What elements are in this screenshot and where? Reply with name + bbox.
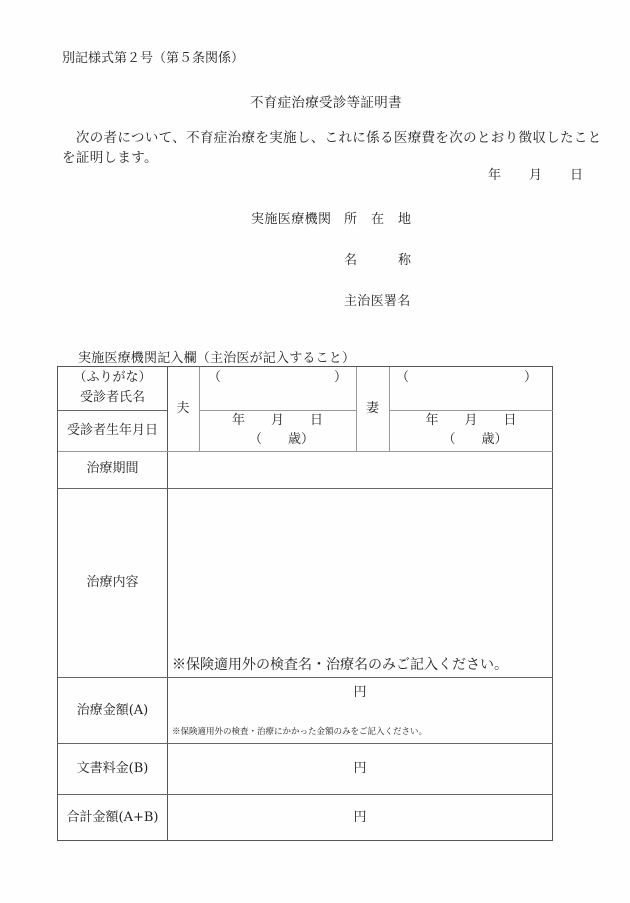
document-fee-label: 文書料金(B) [76, 761, 149, 776]
wife-age-field[interactable]: （ 歳） [442, 432, 508, 447]
document-fee-yen: 円 [353, 761, 367, 776]
divider [58, 451, 553, 452]
wife-name-paren-open: （ [396, 370, 410, 385]
form-id: 別記様式第２号（第５条関係） [62, 51, 245, 66]
divider [58, 488, 553, 489]
date-month: 月 [529, 168, 543, 183]
furigana-label: （ふりがな） [73, 370, 152, 385]
husband-birthdate-field[interactable]: 年 月 日 [231, 413, 323, 428]
address-label-3: 地 [398, 212, 412, 227]
intro-text-line2: を証明します。 [62, 150, 158, 166]
divider [58, 677, 553, 678]
total-amount-label: 合計金額(A+B) [66, 810, 159, 825]
date-year: 年 [488, 168, 502, 183]
husband-age-field[interactable]: （ 歳） [248, 432, 314, 447]
institution-label: 実施医療機関 [251, 212, 332, 227]
intro-text-line1: 次の者について、不育症治療を実施し、これに係る医療費を次のとおり徴収したこと [62, 130, 602, 146]
treatment-amount-note: ※保険適用外の検査・治療にかかった金額のみをご記入ください。 [172, 727, 428, 737]
husband-name-paren-close: ） [334, 370, 348, 385]
address-label-2: 在 [371, 212, 385, 227]
divider [58, 794, 553, 795]
treatment-period-label: 治療期間 [86, 461, 139, 476]
wife-label: 妻 [365, 401, 379, 416]
husband-name-paren-open: （ [208, 370, 222, 385]
treatment-amount-yen: 円 [353, 685, 367, 700]
birthdate-label: 受診者生年月日 [66, 423, 158, 438]
address-label-1: 所 [344, 212, 358, 227]
patient-name-label: 受診者氏名 [79, 390, 145, 405]
date-day: 日 [570, 168, 584, 183]
husband-label: 夫 [176, 401, 190, 416]
divider [58, 743, 553, 744]
wife-name-paren-close: ） [524, 370, 538, 385]
name-label-1: 名 [344, 253, 358, 268]
doctor-signature-label: 主治医署名 [344, 294, 411, 309]
treatment-content-note: ※保険適用外の検査名・治療名のみご記入ください。 [172, 657, 508, 673]
divider [58, 410, 167, 411]
certificate-table [57, 366, 553, 841]
name-label-2: 称 [398, 253, 412, 268]
total-amount-yen: 円 [353, 810, 367, 825]
treatment-content-label: 治療内容 [86, 575, 139, 590]
table-caption: 実施医療機関記入欄（主治医が記入すること） [78, 351, 356, 366]
document-title: 不育症治療受診等証明書 [250, 95, 402, 111]
treatment-amount-label: 治療金額(A) [76, 703, 149, 718]
wife-birthdate-field[interactable]: 年 月 日 [425, 413, 517, 428]
